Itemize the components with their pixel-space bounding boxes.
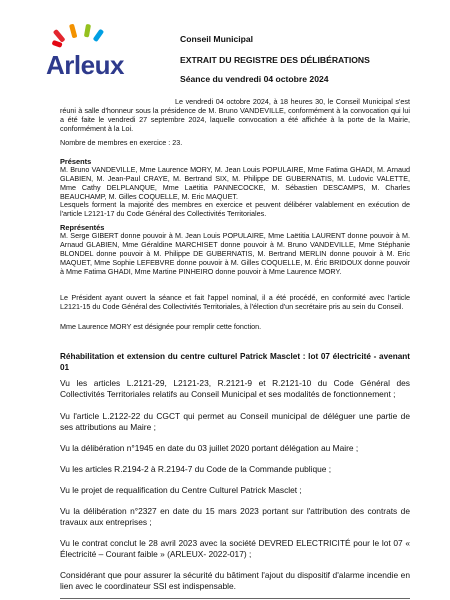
represented-list: M. Serge GIBERT donne pouvoir à M. Jean Louis POPULAIRE, Mme Laëtitia LAURENT donne pouvoir à M. Arnaud GLABIEN, Mme Géraldine MARCHISET donne pouvoir à M. Bruno VANDEVILLE, Mme Stéphanie BLONDEL donne pouvoir à M. Philippe DE GUBERNATIS, M. Bertrand MERLIN donne pouvoir à M. Eric MAQUET, Mme Sophie LEFEBVRE donne pouvoir à M. Gilles COQUELLE, M. Éric BRIDOUX donne pouvoir à Mme Fatima GHADI, Mme Martine PINHEIRO donne pouvoir à Mme Laurence MORY. xyxy=(60,231,410,276)
item-7: Vu le contrat conclut le 28 avril 2023 avec la société DEVRED ELECTRICITÉ pour le lot 07 « Électricité – Courant faible » (ARLEUX- 2022-017) ; xyxy=(60,538,410,560)
intro-paragraph: Le vendredi 04 octobre 2024, à 18 heures 30, le Conseil Municipal s'est réuni à salle d'honneur sous la présidence de M. Bruno VANDEVILLE, conformément à la convocation qui lui a été faite le vendredi 27 septembre 2024, laquelle convocation a été affichée à la porte de la Mairie, conformément à la Loi. xyxy=(60,97,410,133)
item-8: Considérant que pour assurer la sécurité du bâtiment l'ajout du dispositif d'alarme incendie en lien avec le coordinateur SSI est indispensable. xyxy=(60,570,410,592)
arleux-logo xyxy=(46,30,146,90)
bottom-divider xyxy=(60,598,410,599)
item-1: Vu les articles L.2121-29, L2121-23, R.2121-9 et R.2121-10 du Code Général des Collectivités Territoriales relatifs au Conseil Municipal et ses modalités de fonctionnement ; xyxy=(60,378,410,400)
extract-heading: EXTRAIT DU REGISTRE DES DÉLIBÉRATIONS xyxy=(180,55,370,65)
item-2: Vu l'article L.2122-22 du CGCT qui permet au Conseil municipal de déléguer une partie de ses attributions au Maire ; xyxy=(60,411,410,433)
council-heading: Conseil Municipal xyxy=(180,34,254,44)
opening-paragraph: Le Président ayant ouvert la séance et fait l'appel nominal, il a été procédé, en conformité avec l'article L2121-15 du Code Général des Collectivités Territoriales, à l'élection d'un secrétaire pris au sein du Conseil. xyxy=(60,293,410,311)
present-title: Présents xyxy=(60,157,92,166)
session-heading: Séance du vendredi 04 octobre 2024 xyxy=(180,74,329,84)
item-3: Vu la délibération n°1945 en date du 03 juillet 2020 portant délégation au Maire ; xyxy=(60,443,359,453)
present-list: M. Bruno VANDEVILLE, Mme Laurence MORY, M. Jean Louis POPULAIRE, Mme Fatima GHADI, M. Arnaud GLABIEN, M. Jean-Paul CRAYE, M. Bertrand SIX, M. Philippe DE GUBERNATIS, M. Ludovic VALETTE, Mme Cathy DELPLANQUE, Mme Laëtitia PANNECOCKE, M. Sébastien DESCAMPS, M. Charles BEAUCHAMP, M. Gilles COQUELLE, M. Eric MAQUET. xyxy=(60,165,410,201)
item-5: Vu le projet de requalification du Centre Culturel Patrick Masclet ; xyxy=(60,485,302,495)
item-6: Vu la délibération n°2327 en date du 15 mars 2023 portant sur l'attribution des contrats de travaux aux entreprises ; xyxy=(60,506,410,528)
members-count: Nombre de membres en exercice : 23. xyxy=(60,138,183,147)
logo-wordmark: Arleux xyxy=(46,50,124,80)
deliberation-title: Réhabilitation et extension du centre culturel Patrick Masclet : lot 07 électricité - avenant 01 xyxy=(60,352,410,372)
secretary-line: Mme Laurence MORY est désignée pour remplir cette fonction. xyxy=(60,322,262,331)
represented-title: Représentés xyxy=(60,223,105,232)
item-4: Vu les articles R.2194-2 à R.2194-7 du Code de la Commande publique ; xyxy=(60,464,332,474)
present-note: Lesquels forment la majorité des membres en exercice et peuvent délibérer valablement en exécution de l'article L2121-17 du Code Général des Collectivités Territoriales. xyxy=(60,200,410,218)
